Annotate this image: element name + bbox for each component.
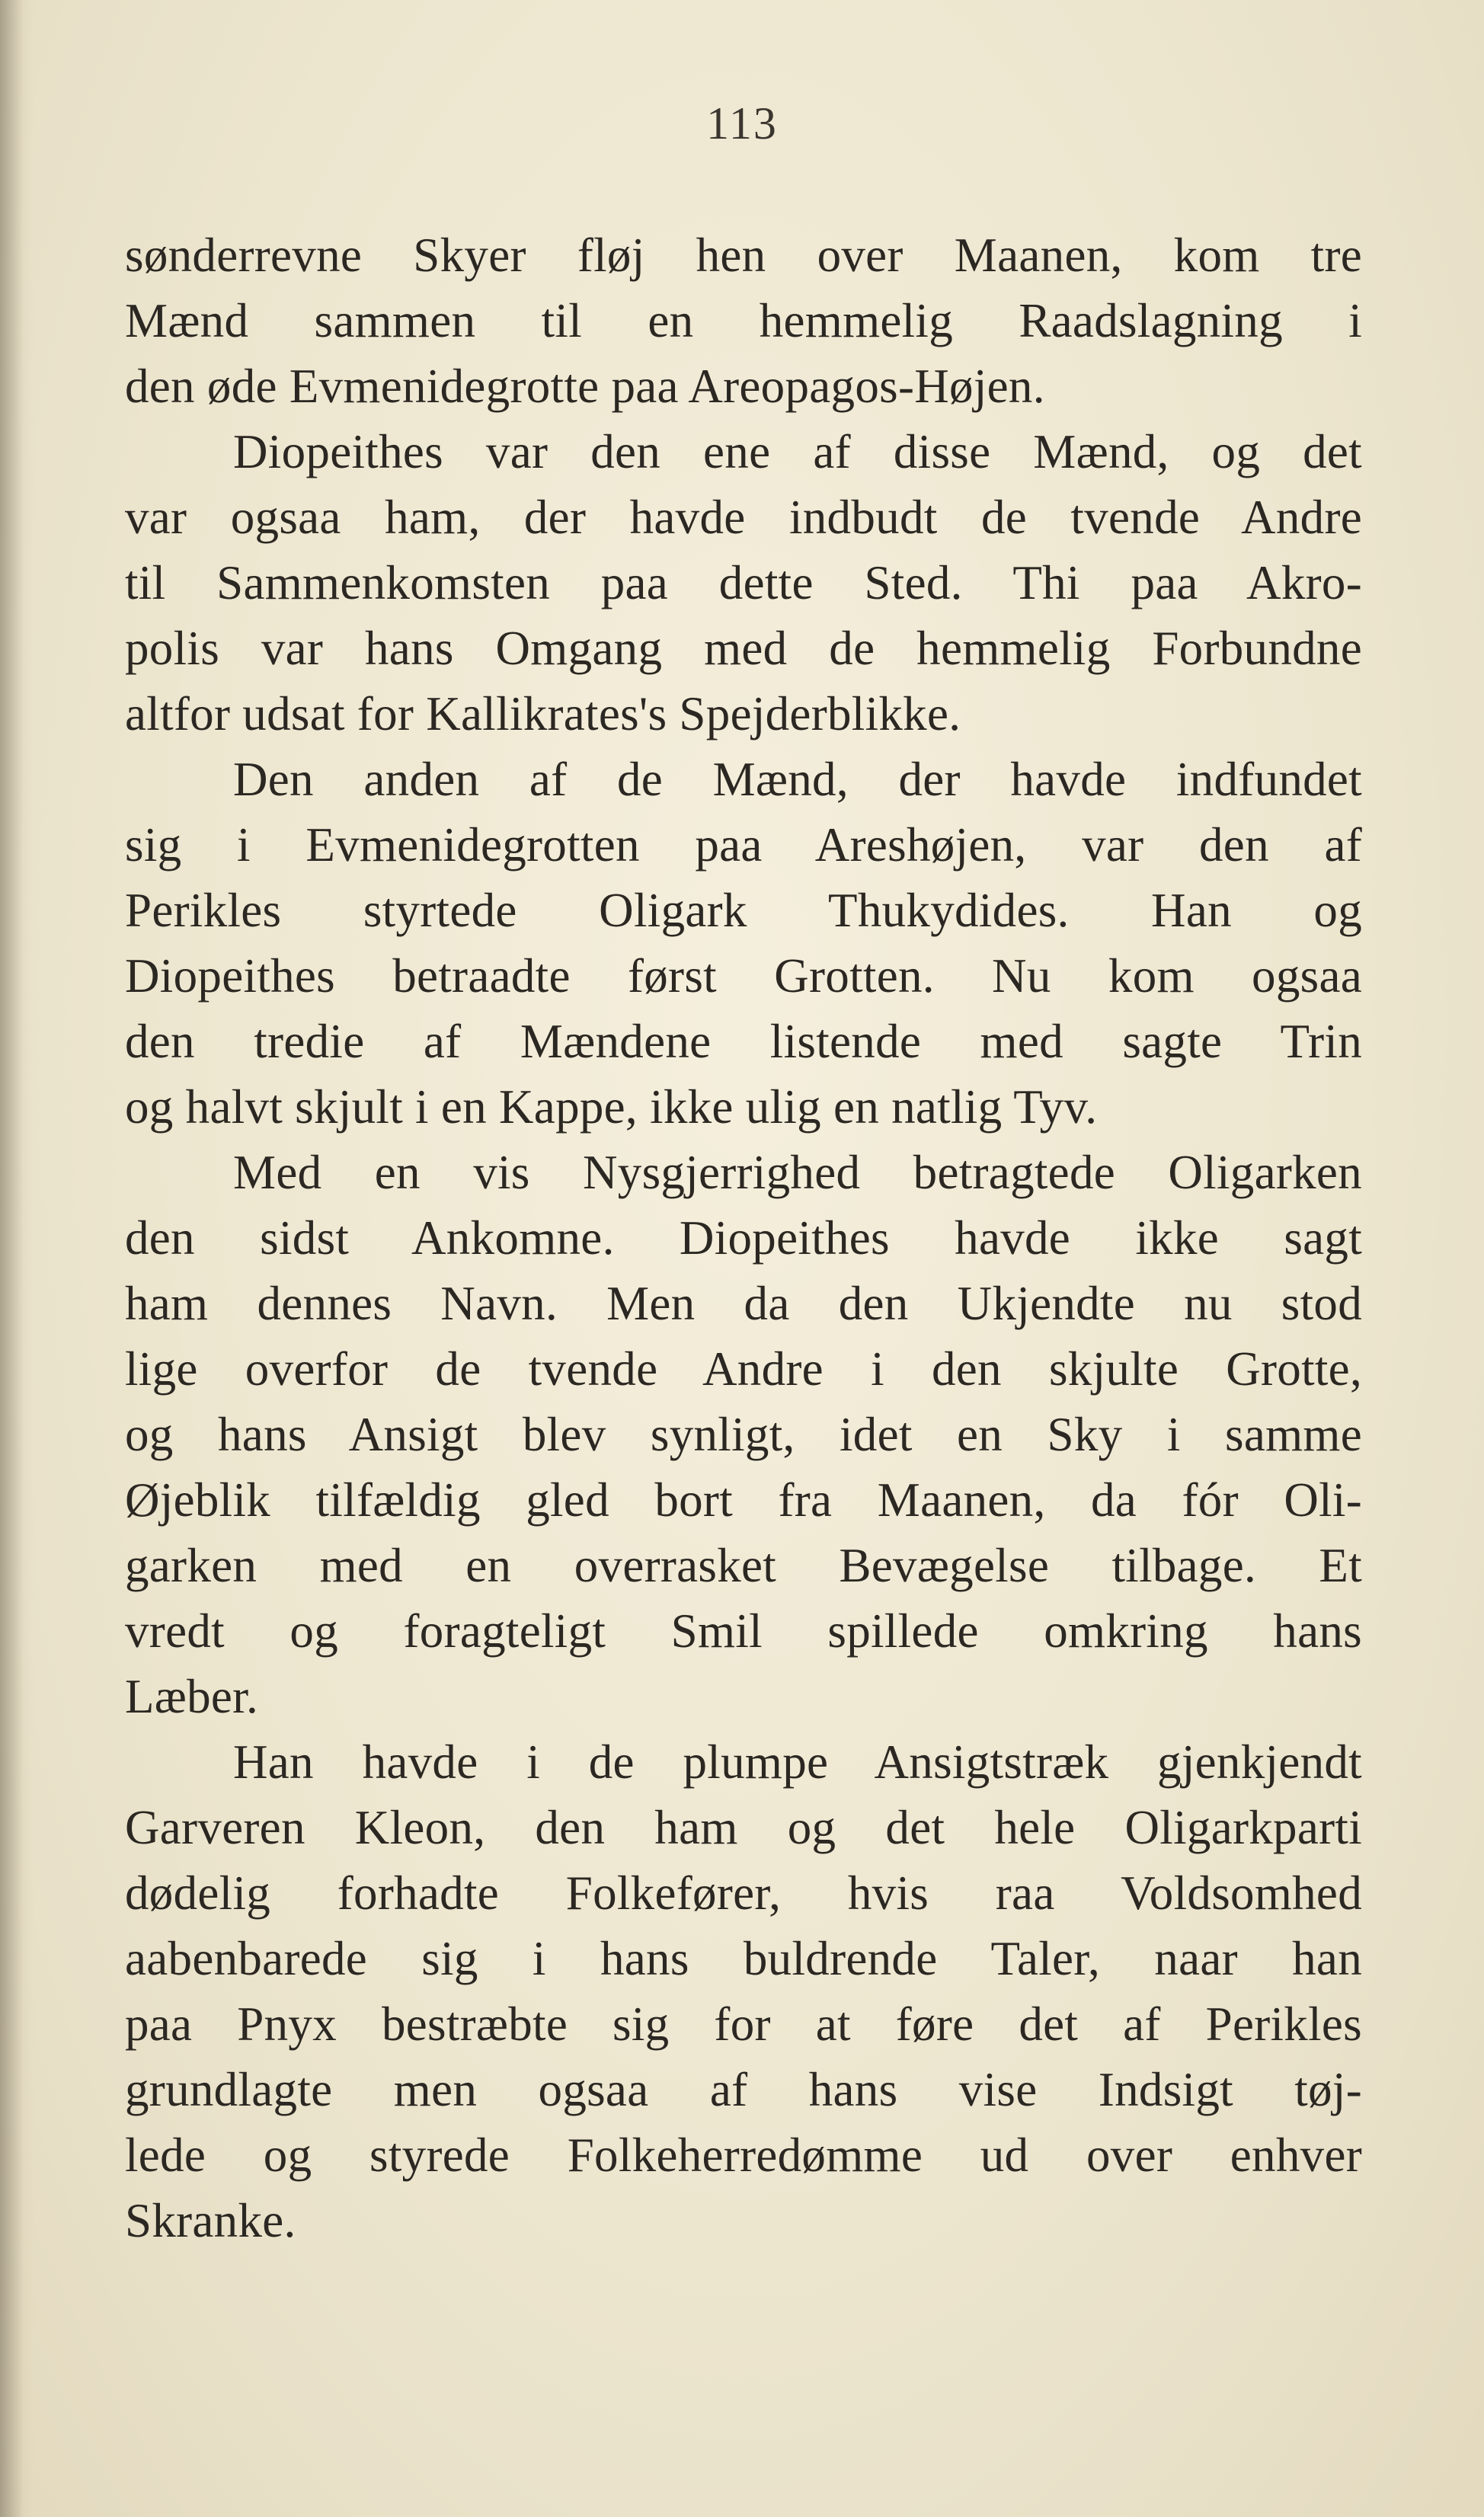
text-line: ham dennes Navn. Men da den Ukjendte nu stod [125, 1277, 1362, 1330]
text-line: paa Pnyx bestræbte sig for at føre det af Perikles [125, 1997, 1362, 2051]
text-line: altfor udsat for Kallikrates's Spejderblikke. [125, 687, 961, 740]
text-line: aabenbarede sig i hans buldrende Taler, naar han [125, 1932, 1362, 1985]
text-line: Han havde i de plumpe Ansigtstræk gjenkjendt [233, 1735, 1362, 1789]
text-line: lede og styrede Folkeherredømme ud over enhver [125, 2128, 1362, 2182]
text-line: den øde Evmenidegrotte paa Areopagos-Højen. [125, 360, 1045, 413]
text-line: sig i Evmenidegrotten paa Areshøjen, var den af [125, 818, 1362, 872]
text-line: vredt og foragteligt Smil spillede omkring hans [125, 1604, 1362, 1658]
text-line: Med en vis Nysgjerrighed betragtede Oligarken [233, 1146, 1362, 1199]
text-line: garken med en overrasket Bevægelse tilbage. Et [125, 1539, 1362, 1592]
text-line: Garveren Kleon, den ham og det hele Oligarkparti [125, 1801, 1362, 1854]
text-line: og halvt skjult i en Kappe, ikke ulig en natlig Tyv. [125, 1080, 1098, 1134]
text-line: var ogsaa ham, der havde indbudt de tvende Andre [125, 491, 1362, 544]
text-line: den tredie af Mændene listende med sagte Trin [125, 1015, 1362, 1068]
text-line: grundlagte men ogsaa af hans vise Indsigt tøj- [125, 2063, 1362, 2116]
text-line: Diopeithes betraadte først Grotten. Nu kom ogsaa [125, 949, 1362, 1003]
text-line: den sidst Ankomne. Diopeithes havde ikke sagt [125, 1211, 1362, 1265]
body-text [125, 222, 1362, 2253]
text-line: til Sammenkomsten paa dette Sted. Thi paa Akro- [125, 556, 1362, 609]
page-binding-edge [0, 0, 34, 2517]
page-number: 113 [706, 98, 778, 149]
text-line: lige overfor de tvende Andre i den skjulte Grotte, [125, 1342, 1362, 1396]
text-line: Læber. [125, 1670, 259, 1723]
text-line: og hans Ansigt blev synligt, idet en Sky i samme [125, 1408, 1362, 1461]
text-line: Mænd sammen til en hemmelig Raadslagning i [125, 294, 1362, 347]
text-line: Diopeithes var den ene af disse Mænd, og det [233, 425, 1362, 478]
text-line: dødelig forhadte Folkefører, hvis raa Voldsomhed [125, 1866, 1362, 1920]
text-line: sønderrevne Skyer fløj hen over Maanen, kom tre [125, 229, 1362, 282]
text-line: Øjeblik tilfældig gled bort fra Maanen, da fór Oli- [125, 1473, 1362, 1527]
text-line: Skranke. [125, 2194, 296, 2247]
text-line: Perikles styrtede Oligark Thukydides. Han og [125, 884, 1362, 937]
text-line: polis var hans Omgang med de hemmelig Forbundne [125, 622, 1362, 675]
text-line: Den anden af de Mænd, der havde indfundet [233, 753, 1362, 806]
